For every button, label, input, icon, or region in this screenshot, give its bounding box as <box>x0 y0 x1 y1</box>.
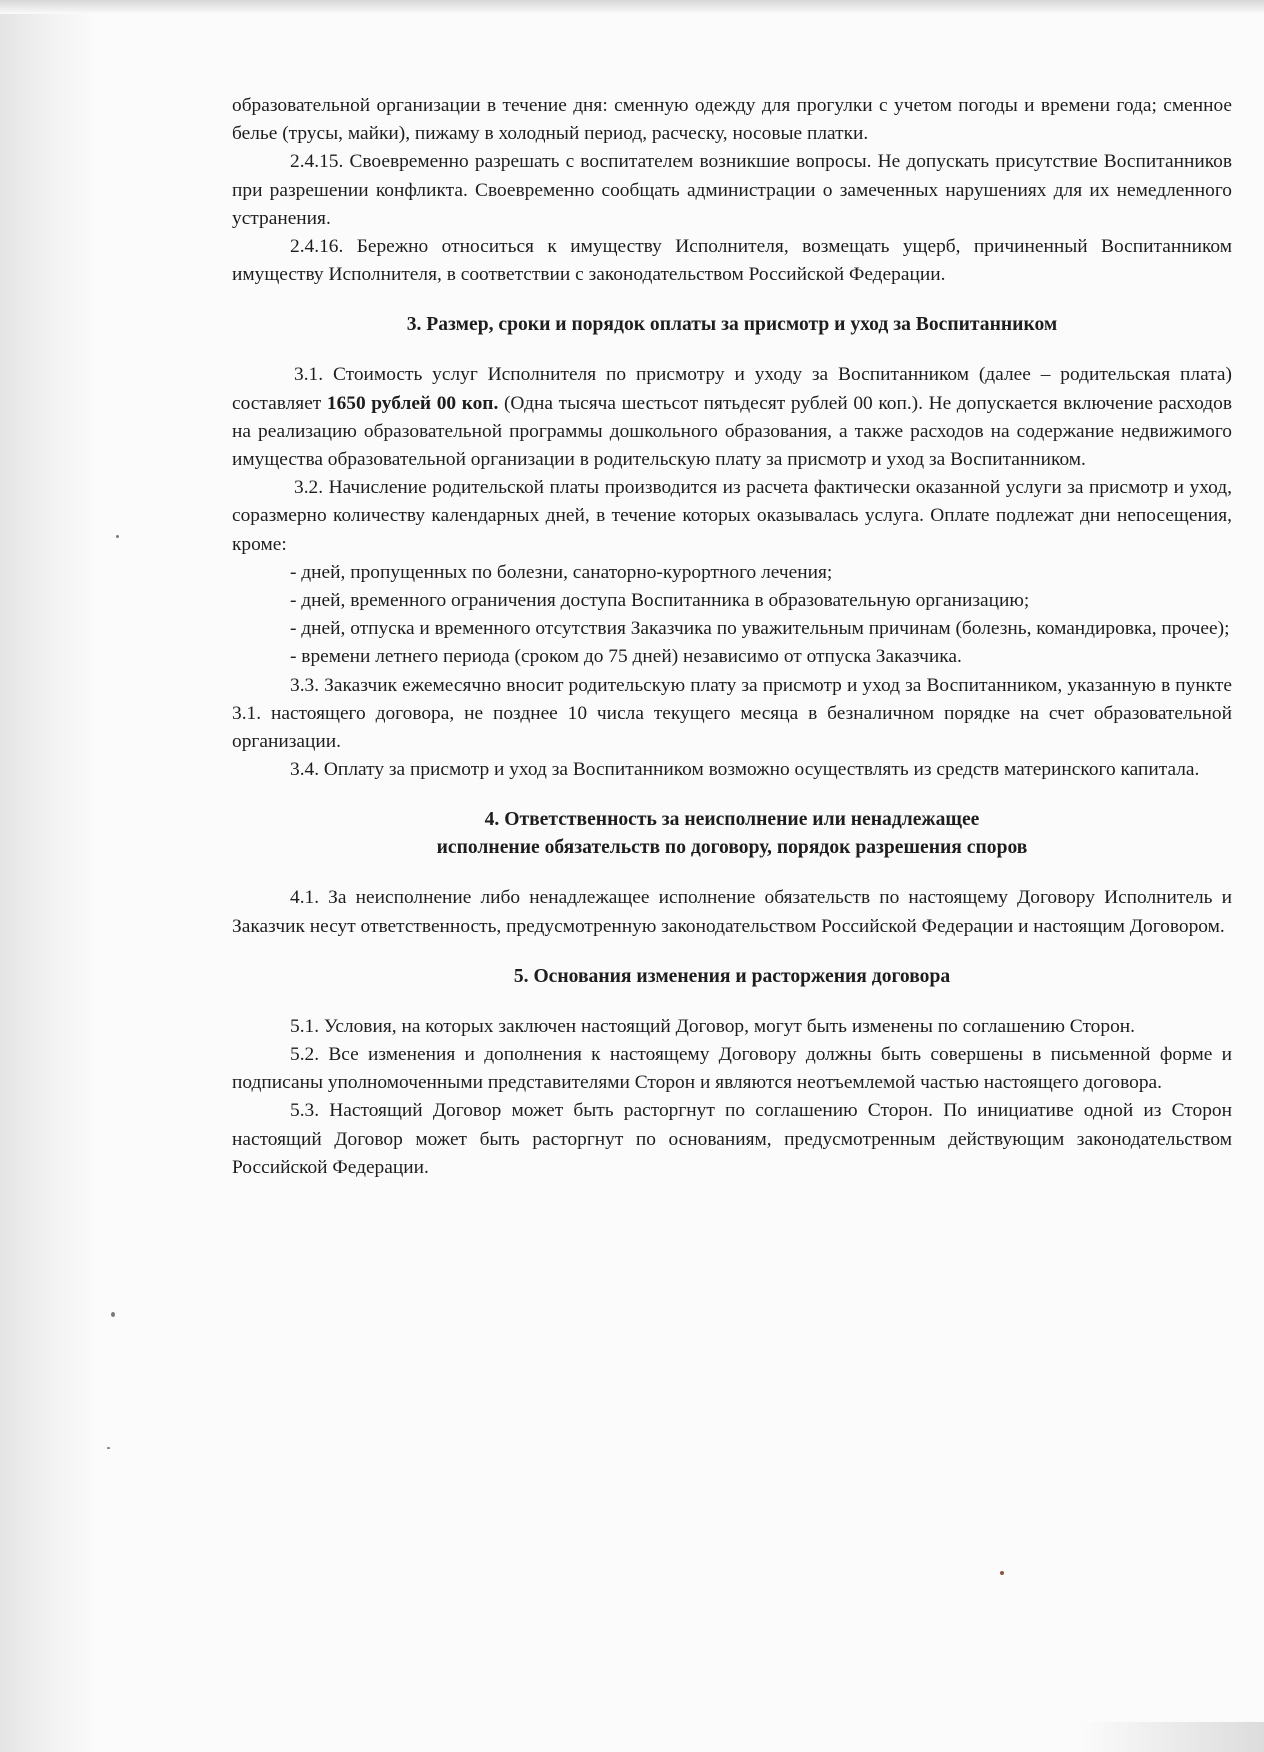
paragraph-3-1-end: (Одна тысяча шестьсот пятьдесят рублей 00 коп.). Не допускается включение расходов на реализацию образовательной программы дошкольного образования, а также расходов на содержание недвижимого имущества образовательной организации в родительскую плату за присмотр и уход за Воспитанником. <box>232 392 1232 471</box>
paragraph-3-4: 3.4. Оплату за присмотр и уход за Воспитанником возможно осуществлять из средств материнского капитала. <box>290 759 1200 781</box>
section-4-heading-line-1: 4. Ответственность за неисполнение или ненадлежащее <box>484 809 980 831</box>
list-item: - дней, отпуска и временного отсутствия Заказчика по уважительным причинам (болезнь, командировка, прочее); <box>290 618 1230 640</box>
scan-speck <box>116 535 119 538</box>
scan-speck <box>107 1447 110 1449</box>
list-item: - времени летнего периода (сроком до 75 дней) независимо от отпуска Заказчика. <box>290 646 962 668</box>
scan-speck <box>1000 1571 1004 1575</box>
paragraph-5-3: 5.3. Настоящий Договор может быть расторгнут по соглашению Сторон. По инициативе одной из Сторон настоящий Договор может быть расторгнут по основаниям, предусмотренным действующим законодательством Российской Федерации. <box>232 1100 1232 1178</box>
scan-speck <box>111 1312 115 1317</box>
section-3-heading: 3. Размер, сроки и порядок оплаты за присмотр и уход за Воспитанником <box>406 314 1058 336</box>
paragraph-3-2: 3.2. Начисление родительской платы производится из расчета фактически оказанной услуги за присмотр и уход, соразмерно количеству календарных дней, в течение которых оказывалась услуга. Оплате подлежат дни непосещения, кроме: <box>232 477 1232 555</box>
paragraph-2-4-16: 2.4.16. Бережно относиться к имуществу Исполнителя, возмещать ущерб, причиненный Воспитанником имуществу Исполнителя, в соответствии с законодательством Российской Федерации. <box>232 236 1232 286</box>
page-left-edge-shadow <box>0 0 92 1752</box>
paragraph-5-2: 5.2. Все изменения и дополнения к настоящему Договору должны быть совершены в письменной форме и подписаны уполномоченными представителями Сторон и являются неотъемлемой частью настоящего договора. <box>232 1044 1232 1094</box>
paragraph-3-1 <box>232 361 1232 474</box>
paragraph-2-4-14-tail: образовательной организации в течение дня: сменную одежду для прогулки с учетом погоды и времени года; сменное белье (трусы, майки), пижаму в холодный период, расческу, носовые платки. <box>232 95 1232 145</box>
section-4-heading-line-2: исполнение обязательств по договору, порядок разрешения споров <box>436 837 1028 859</box>
page-top-edge-shadow <box>0 0 1264 14</box>
section-5-heading: 5. Основания изменения и расторжения договора <box>513 965 951 987</box>
parental-fee-amount: 1650 рублей 00 коп. <box>326 392 499 414</box>
list-item: - дней, временного ограничения доступа Воспитанника в образовательную организацию; <box>290 590 1030 612</box>
paragraph-3-3: 3.3. Заказчик ежемесячно вносит родительскую плату за присмотр и уход за Воспитанником, указанную в пункте 3.1. настоящего договора, не позднее 10 числа текущего месяца в безналичном порядке на счет образовательной организации. <box>232 674 1232 753</box>
paragraph-4-1: 4.1. За неисполнение либо ненадлежащее исполнение обязательств по настоящему Договору Исполнитель и Заказчик несут ответственность, предусмотренную законодательством Российской Федерации и настоящим Договором. <box>232 887 1232 937</box>
page-corner-shadow <box>1080 1722 1264 1752</box>
paragraph-5-1: 5.1. Условия, на которых заключен настоящий Договор, могут быть изменены по соглашению Сторон. <box>290 1015 1135 1037</box>
section-4-heading <box>232 806 1232 862</box>
paragraph-3-1-start: 3.1. Стоимость услуг Исполнителя по присмотру и уходу за Воспитанником (далее – родительская плата) составляет <box>232 364 1232 414</box>
document-body <box>232 92 1232 1182</box>
list-item: - дней, пропущенных по болезни, санаторно-курортного лечения; <box>290 561 833 583</box>
paragraph-2-4-15: 2.4.15. Своевременно разрешать с воспитателем возникшие вопросы. Не допускать присутствие Воспитанников при разрешении конфликта. Своевременно сообщать администрации о замеченных нарушениях для их немедленного устранения. <box>232 151 1232 229</box>
